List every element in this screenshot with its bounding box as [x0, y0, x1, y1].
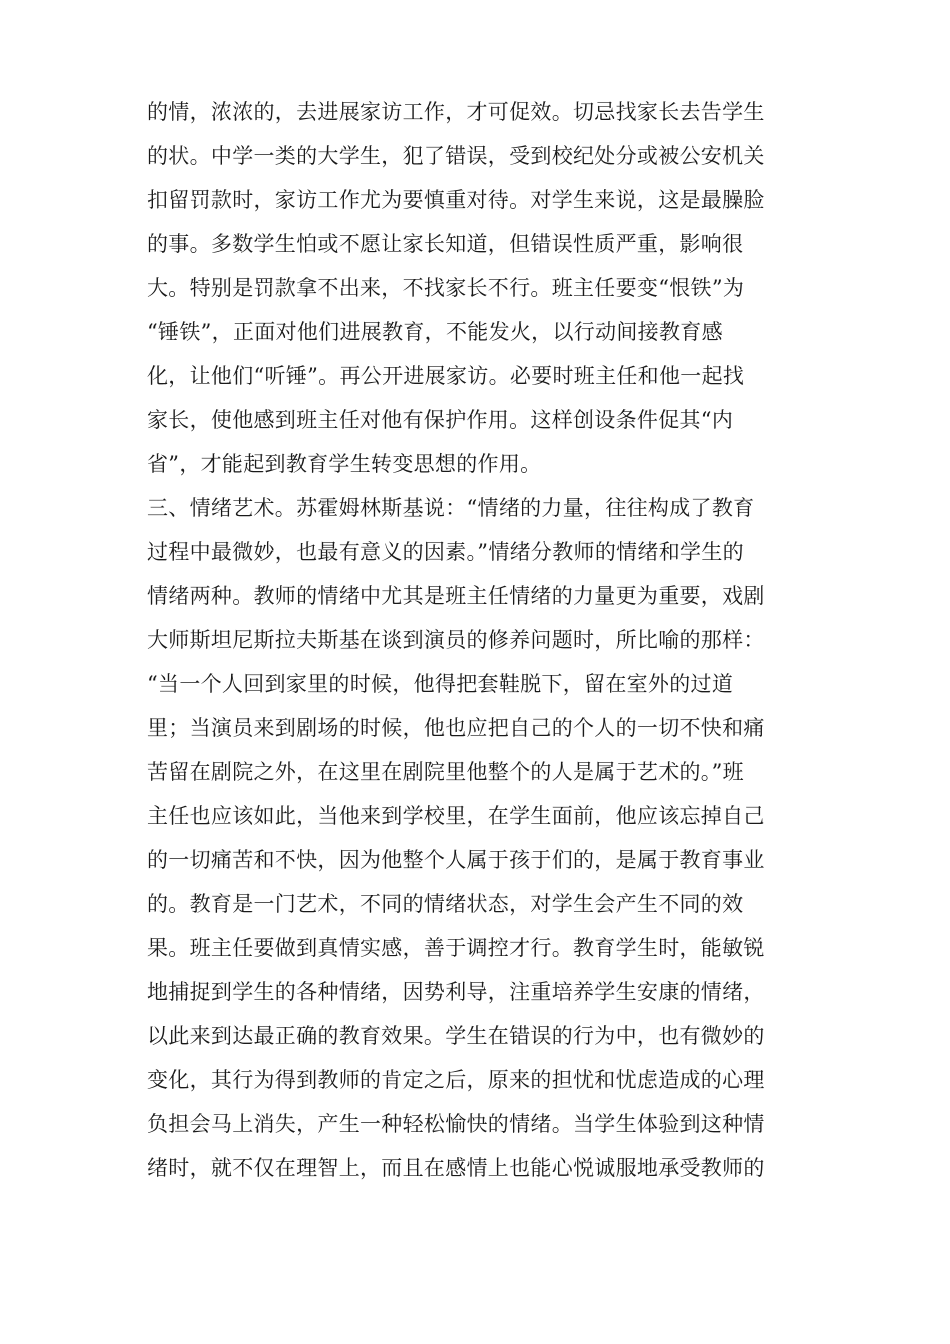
text-line: 主任也应该如此，当他来到学校里，在学生面前，他应该忘掉自己	[147, 804, 765, 828]
text-line: 的事。多数学生怕或不愿让家长知道，但错误性质严重，影响很	[147, 232, 744, 256]
body-text	[147, 90, 807, 1190]
text-line: 的。教育是一门艺术，不同的情绪状态，对学生会产生不同的效	[147, 892, 744, 916]
text-line: 的情，浓浓的，去进展家访工作，才可促效。切忌找家长去告学生	[147, 100, 765, 124]
section-heading-line: 三、情绪艺术。苏霍姆林斯基说：“情绪的力量，往往构成了教育	[147, 496, 755, 520]
text-line: 地捕捉到学生的各种情绪，因势利导，注重培养学生安康的情绪，	[147, 980, 765, 1004]
text-line: 扣留罚款时，家访工作尤为要慎重对待。对学生来说，这是最臊脸	[147, 188, 765, 212]
text-line: 负担会马上消失，产生一种轻松愉快的情绪。当学生体验到这种情	[147, 1112, 765, 1136]
text-line: 苦留在剧院之外，在这里在剧院里他整个的人是属于艺术的。”班	[147, 760, 744, 784]
text-line: 绪时，就不仅在理智上，而且在感情上也能心悦诚服地承受教师的	[147, 1156, 765, 1180]
text-line: 果。班主任要做到真情实感，善于调控才行。教育学生时，能敏锐	[147, 936, 765, 960]
text-line: 的状。中学一类的大学生，犯了错误，受到校纪处分或被公安机关	[147, 144, 765, 168]
text-line: 的一切痛苦和不快，因为他整个人属于孩于们的，是属于教育事业	[147, 848, 765, 872]
text-line: 过程中最微妙，也最有意义的因素。”情绪分教师的情绪和学生的	[147, 540, 744, 564]
text-line: 以此来到达最正确的教育效果。学生在错误的行为中，也有微妙的	[147, 1024, 765, 1048]
text-line: 大师斯坦尼斯拉夫斯基在谈到演员的修养问题时，所比喻的那样：	[147, 628, 765, 652]
text-line: 家长，使他感到班主任对他有保护作用。这样创设条件促其“内	[147, 408, 734, 432]
text-line: “锤铁”，正面对他们进展教育，不能发火，以行动间接教育感	[147, 320, 723, 344]
text-line: 变化，其行为得到教师的肯定之后，原来的担忧和忧虑造成的心理	[147, 1068, 765, 1092]
text-line: “当一个人回到家里的时候，他得把套鞋脱下，留在室外的过道	[147, 672, 734, 696]
text-line: 里；当演员来到剧场的时候，他也应把自己的个人的一切不快和痛	[147, 716, 765, 740]
text-line: 大。特别是罚款拿不出来，不找家长不行。班主任要变“恨铁”为	[147, 276, 745, 300]
text-line: 化，让他们“听锤”。再公开进展家访。必要时班主任和他一起找	[147, 364, 745, 388]
text-line: 情绪两种。教师的情绪中尤其是班主任情绪的力量更为重要，戏剧	[147, 584, 765, 608]
text-line: 省”，才能起到教育学生转变思想的作用。	[147, 452, 542, 476]
